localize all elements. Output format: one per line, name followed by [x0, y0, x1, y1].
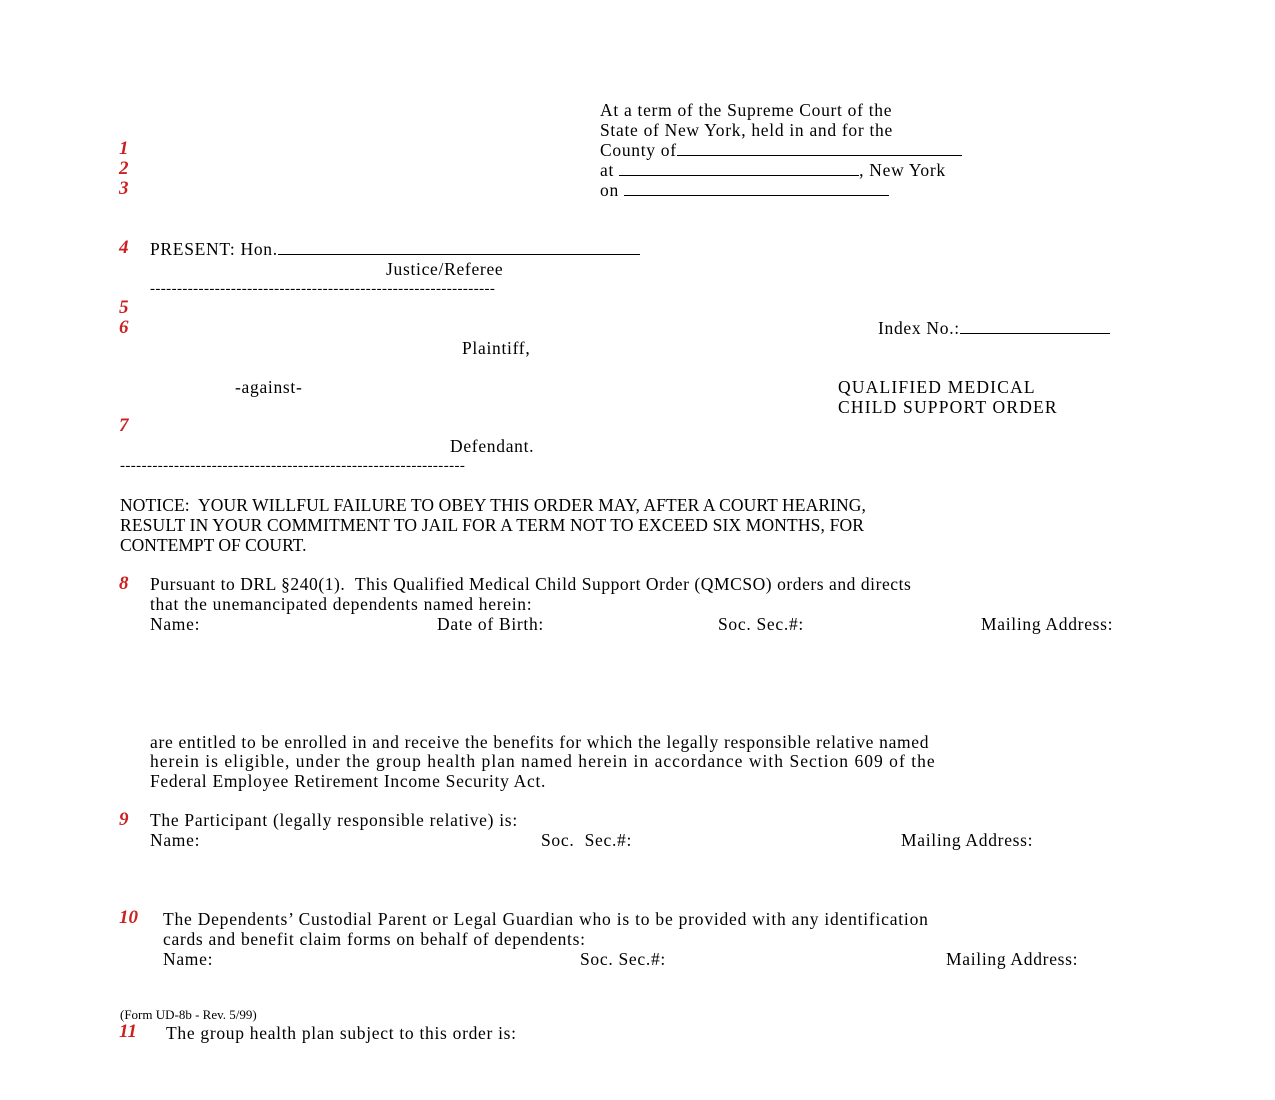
notice-line-2: RESULT IN YOUR COMMITMENT TO JAIL FOR A TERM NOT TO EXCEED SIX MONTHS, FOR [120, 515, 865, 535]
county-blank[interactable] [677, 140, 962, 156]
county-label: County of [600, 140, 677, 160]
section8-col-dob: Date of Birth: [437, 614, 544, 634]
section10-line-2: cards and benefit claim forms on behalf of dependents: [163, 929, 586, 949]
line-number-8: 8 [119, 573, 129, 594]
line-number-3: 3 [119, 178, 129, 199]
against-label: -against- [235, 377, 303, 397]
order-title-line-1: QUALIFIED MEDICAL [838, 377, 1036, 397]
separator-bottom: ---------------------------------------------------------------- [120, 458, 466, 474]
section10-col-address: Mailing Address: [946, 949, 1079, 969]
section9-col-ssn: Soc. Sec.#: [541, 830, 633, 850]
line-number-2: 2 [119, 158, 129, 179]
at-location-blank[interactable] [619, 160, 859, 176]
order-title-line-2: CHILD SUPPORT ORDER [838, 397, 1058, 417]
section8-col-address: Mailing Address: [981, 614, 1114, 634]
section8-para-line-3: Federal Employee Retirement Income Security Act. [150, 771, 547, 791]
defendant-label: Defendant. [450, 436, 535, 456]
justice-referee-label: Justice/Referee [386, 259, 504, 279]
form-id-label: (Form UD-8b - Rev. 5/99) [120, 1007, 257, 1022]
caption-line-1: At a term of the Supreme Court of the [600, 100, 893, 120]
section8-line-1: Pursuant to DRL §240(1). This Qualified Medical Child Support Order (QMCSO) orders and directs [150, 574, 912, 594]
section8-para-line-1: are entitled to be enrolled in and receive the benefits for which the legally responsible relative named [150, 732, 930, 752]
section8-line-2: that the unemancipated dependents named herein: [150, 594, 533, 614]
section9-line-1: The Participant (legally responsible relative) is: [150, 810, 518, 830]
section10-col-name: Name: [163, 949, 214, 969]
index-row [878, 318, 1110, 338]
index-number-blank[interactable] [960, 318, 1110, 334]
section10-col-ssn: Soc. Sec.#: [580, 949, 666, 969]
line-number-6: 6 [119, 317, 129, 338]
at-label: at [600, 160, 615, 180]
line-number-5: 5 [119, 297, 129, 318]
caption-county-row [600, 140, 962, 160]
section8-col-name: Name: [150, 614, 201, 634]
line-number-9: 9 [119, 809, 129, 830]
section9-col-name: Name: [150, 830, 201, 850]
caption-line-2: State of New York, held in and for the [600, 120, 893, 140]
index-label: Index No.: [878, 318, 960, 338]
judge-name-blank[interactable] [278, 239, 640, 255]
present-label: PRESENT: Hon. [150, 239, 278, 259]
caption-on-row [600, 180, 889, 200]
new-york-label: , New York [859, 160, 946, 180]
line-number-11: 11 [119, 1021, 137, 1042]
line-number-7: 7 [119, 415, 129, 436]
notice-line-3: CONTEMPT OF COURT. [120, 535, 307, 555]
on-date-blank[interactable] [624, 180, 889, 196]
line-number-1: 1 [119, 138, 129, 159]
caption-at-row [600, 160, 946, 180]
present-row [150, 239, 640, 259]
notice-line-1: NOTICE: YOUR WILLFUL FAILURE TO OBEY THIS ORDER MAY, AFTER A COURT HEARING, [120, 495, 866, 515]
section10-line-1: The Dependents’ Custodial Parent or Legal Guardian who is to be provided with any identification [163, 909, 929, 929]
section9-col-address: Mailing Address: [901, 830, 1034, 850]
plaintiff-label: Plaintiff, [462, 338, 531, 358]
on-label: on [600, 180, 619, 200]
line-number-4: 4 [119, 237, 129, 258]
section8-para-line-2: herein is eligible, under the group health plan named herein in accordance with Section 609 of the [150, 751, 936, 771]
line-number-10: 10 [119, 907, 138, 928]
separator-top: ---------------------------------------------------------------- [150, 281, 496, 297]
section8-col-ssn: Soc. Sec.#: [718, 614, 804, 634]
section11-line-1: The group health plan subject to this order is: [166, 1023, 517, 1043]
